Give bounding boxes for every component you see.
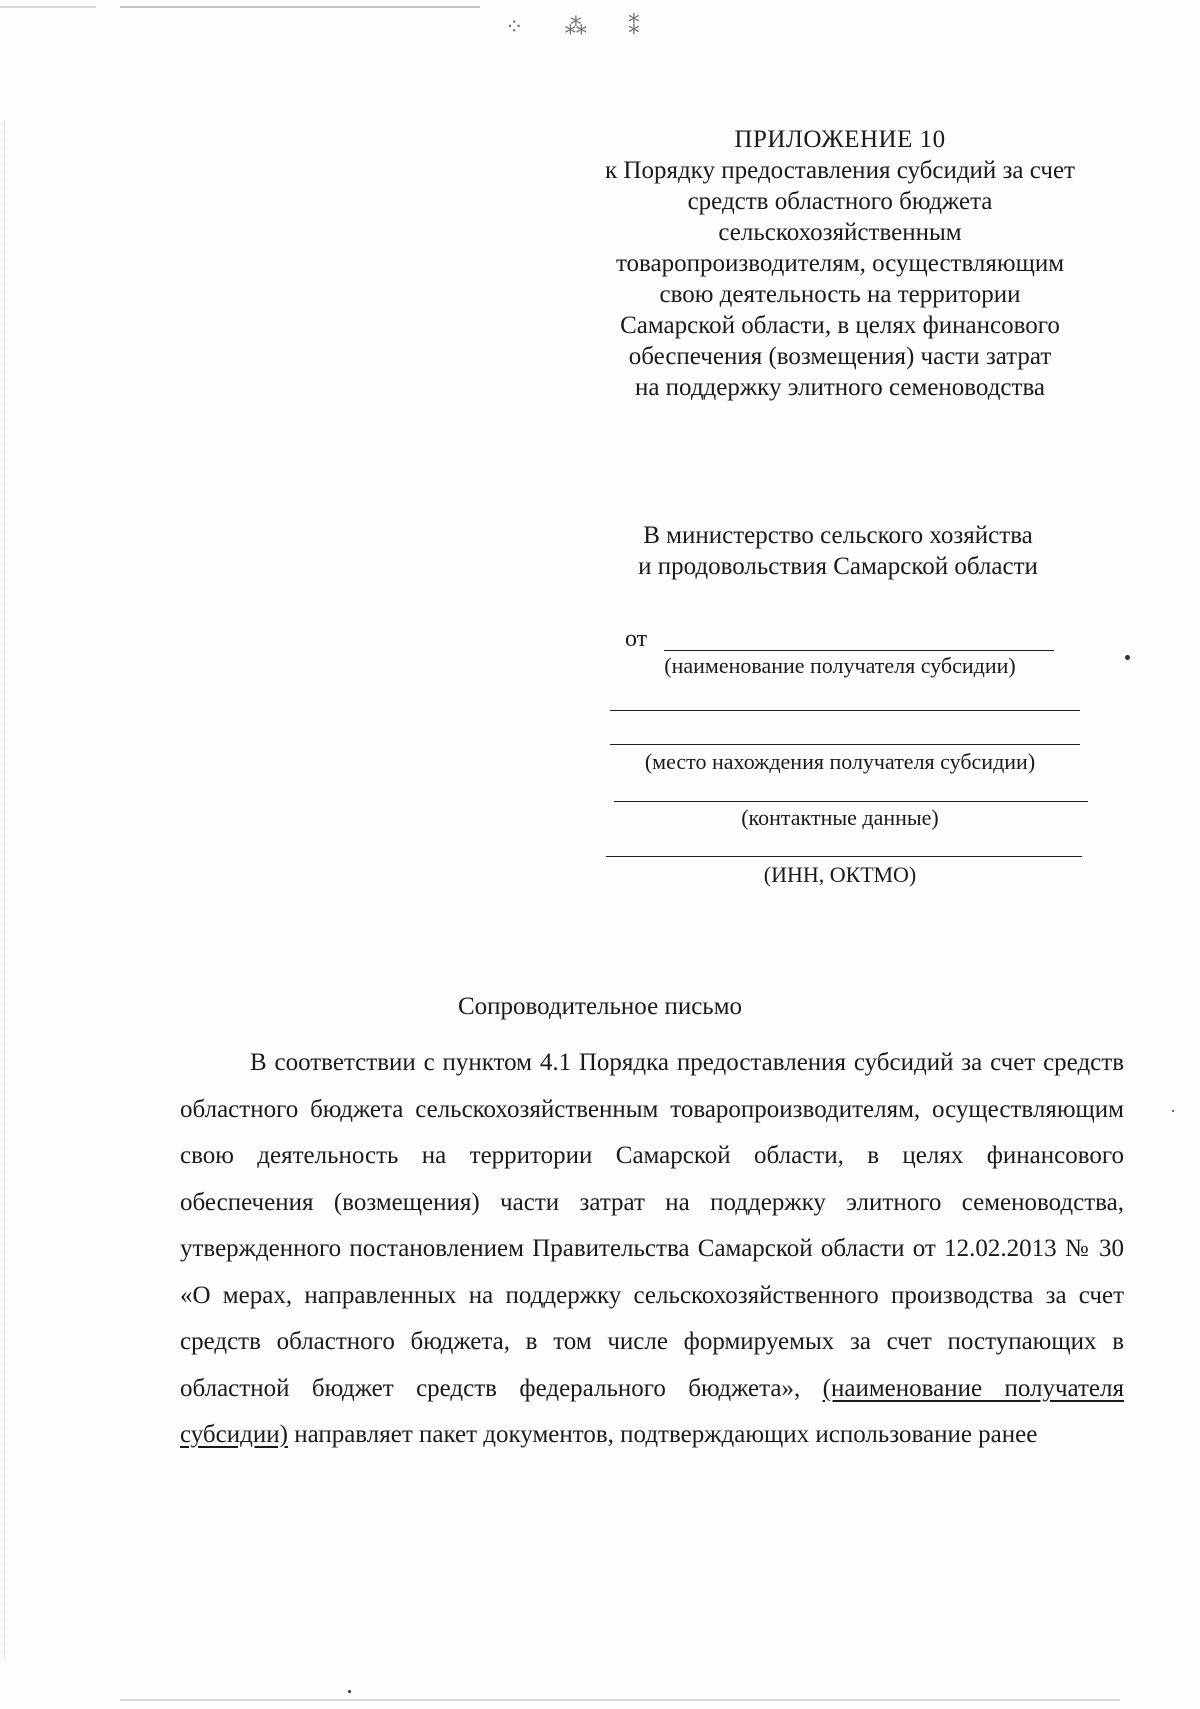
- sender-location-caption: (место нахождения получателя субсидии): [644, 749, 1036, 774]
- appendix-line: к Порядку предоставления субсидий за счет: [605, 157, 1075, 184]
- appendix-line: Самарской области, в целях финансового: [620, 312, 1060, 339]
- appendix-title: ПРИЛОЖЕНИЕ 10: [734, 126, 946, 153]
- scan-speck: [1125, 655, 1130, 660]
- sender-location-field-line: [610, 744, 1080, 745]
- appendix-line: средств областного бюджета: [687, 188, 993, 215]
- letter-body-text: направляет пакет документов, подтверждающих использование ранее: [287, 1421, 1038, 1448]
- addressee-line: и продовольствия Самарской области: [638, 553, 1038, 580]
- scan-speck: [348, 1690, 351, 1693]
- sender-contacts-caption: (контактные данные): [741, 805, 939, 830]
- sender-name-caption: (наименование получателя субсидии): [664, 653, 1016, 678]
- sender-inn-caption: (ИНН, ОКТМО): [763, 862, 917, 887]
- appendix-line: свою деятельность на территории: [659, 281, 1021, 308]
- appendix-line: сельскохозяйственным: [718, 219, 962, 246]
- letter-title: Сопроводительное письмо: [457, 993, 743, 1020]
- appendix-header: [560, 124, 1120, 403]
- scan-edge-left: [4, 120, 6, 1660]
- appendix-line: обеспечения (возмещения) части затрат: [628, 343, 1052, 370]
- sender-name-field-line: [664, 650, 1054, 651]
- recipient-name-placeholder: (наименование получателя субсидии): [180, 1374, 1124, 1448]
- sender-location-field-line: [610, 710, 1080, 711]
- scan-speck: [1172, 1110, 1174, 1112]
- appendix-line: на поддержку элитного семеноводства: [634, 374, 1046, 401]
- scan-noise-mark: ⁘ ⁂ ⁑: [505, 14, 658, 39]
- addressee-block: [588, 520, 1088, 582]
- sender-contacts-field-line: [614, 801, 1088, 802]
- scan-edge-bottom: [120, 1699, 1120, 1701]
- addressee-line: В министерство сельского хозяйства: [643, 522, 1033, 549]
- appendix-line: товаропроизводителям, осуществляющим: [615, 250, 1065, 277]
- letter-body-text: В соответствии с пунктом 4.1 Порядка предоставления субсидий за счет средств областного бюджета сельскохозяйственным товаропроизводителям, осуществляющим свою деятельность на территории Самарской области, в целях финансового обеспечения (возмещения) части затрат на поддержку элитного семеноводства, утвержденного постановлением Правительства Самарской области от 12.02.2013 № 30 «О мерах, направленных на поддержку сельскохозяйственного производства за счет средств областного бюджета, в том числе формируемых за счет поступающих в областной бюджет средств федерального бюджета»,: [180, 1049, 1124, 1402]
- scan-edge-top: [0, 6, 1200, 8]
- letter-body: [180, 1040, 1124, 1459]
- from-label: от: [625, 626, 648, 652]
- sender-inn-field-line: [606, 856, 1082, 857]
